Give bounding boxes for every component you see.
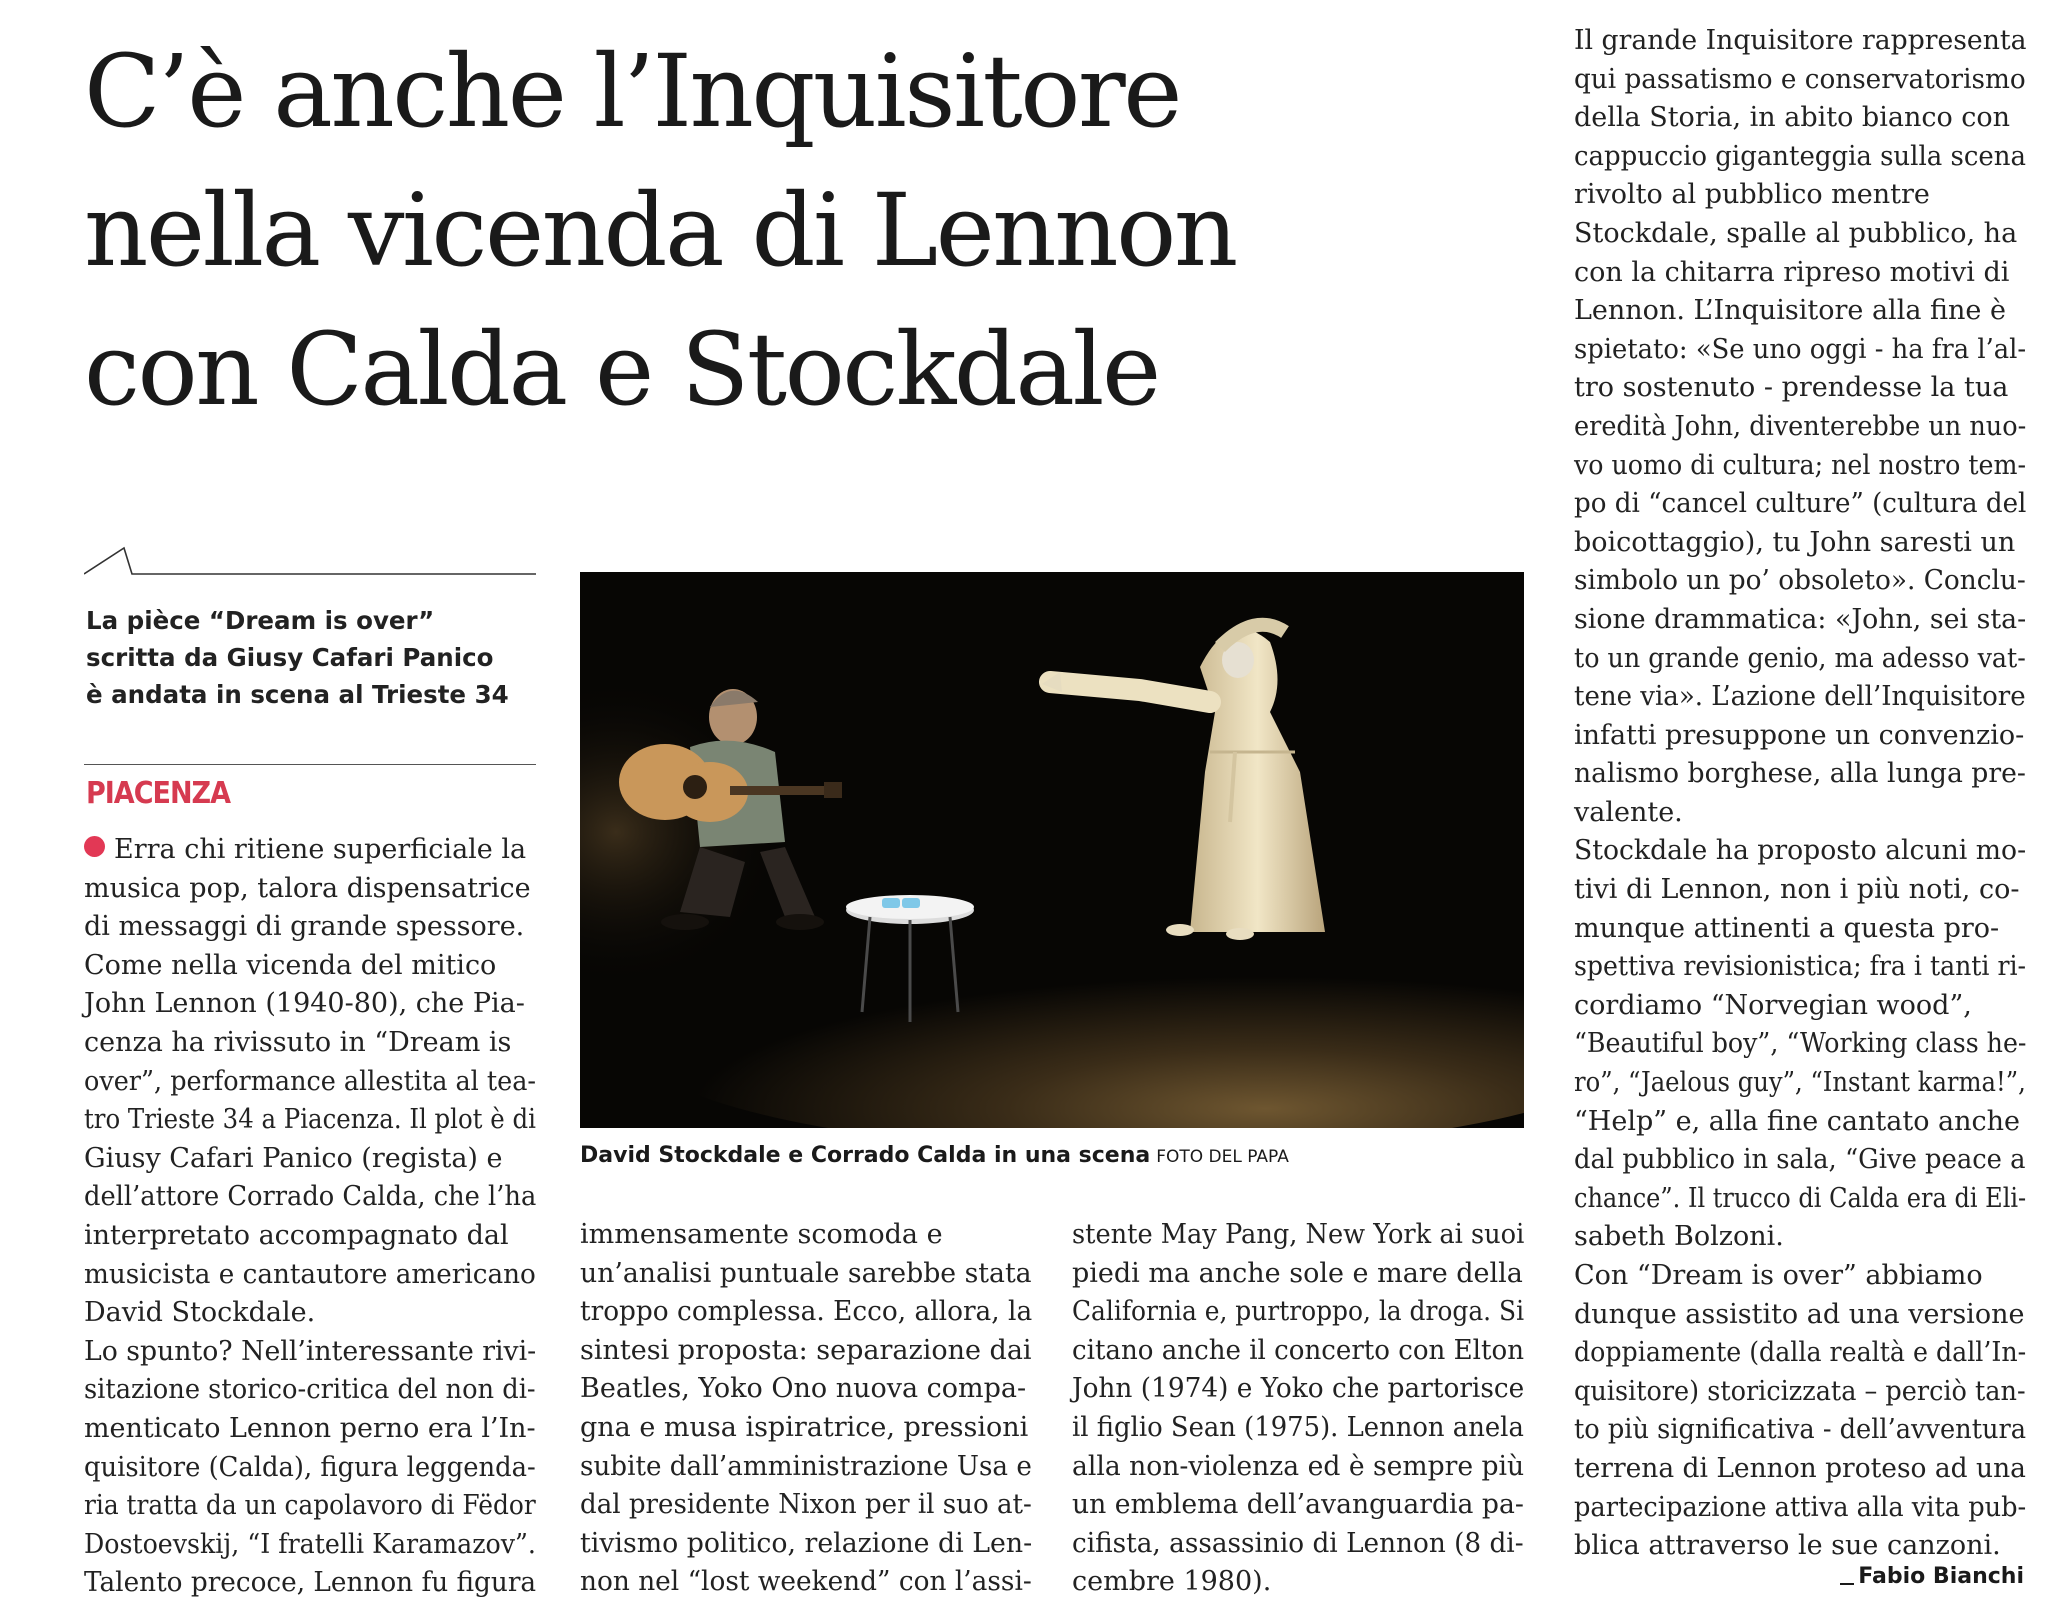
- text-line: Talento precoce, Lennon fu figura: [84, 1567, 537, 1599]
- text-line: cordiamo “Norvegian wood”,: [1574, 989, 1972, 1021]
- article-column-4: [1574, 22, 2026, 1566]
- text-line: po di “cancel culture” (cultura del: [1574, 488, 2027, 520]
- text-line: David Stockdale.: [84, 1297, 316, 1329]
- text-line: ro”, “Jaelous guy”, “Instant karma!”,: [1574, 1067, 2026, 1099]
- text-line: dal presidente Nixon per il suo at-: [580, 1489, 1032, 1521]
- text-line: stente May Pang, New York ai suoi: [1072, 1219, 1525, 1250]
- article-column-3: [1072, 1216, 1524, 1602]
- text-line: quisitore (Calda), figura leggenda-: [84, 1451, 536, 1483]
- text-line: un’analisi puntuale sarebbe stata: [580, 1257, 1032, 1289]
- text-line: della Storia, in abito bianco con: [1574, 102, 2011, 134]
- text-line: il figlio Sean (1975). Lennon anela: [1072, 1411, 1524, 1443]
- text-line: over”, performance allestita al tea-: [84, 1065, 537, 1097]
- article-column-1: [84, 831, 536, 1603]
- text-line: cembre 1980).: [1072, 1566, 1272, 1598]
- text-line: musica pop, talora dispensatrice: [84, 872, 531, 904]
- text-line: subite dall’amministrazione Usa e: [580, 1450, 1032, 1482]
- summary-line: è andata in scena al Trieste 34: [86, 680, 509, 709]
- section-divider: [84, 764, 536, 765]
- location-label: PIACENZA: [86, 776, 230, 811]
- text-line: ria tratta da un capolavoro di Fëdor: [84, 1490, 536, 1522]
- text-line: Giusy Cafari Panico (regista) e: [84, 1142, 503, 1174]
- text-line: sitazione storico-critica del non di-: [84, 1374, 536, 1406]
- text-line: tro Trieste 34 a Piacenza. Il plot è di: [84, 1104, 536, 1136]
- summary-line: La pièce “Dream is over”: [86, 606, 435, 635]
- text-line: California e, purtroppo, la droga. Si: [1072, 1296, 1525, 1328]
- text-line: cappuccio giganteggia sulla scena: [1574, 140, 2026, 172]
- text-line: piedi ma anche sole e mare della: [1072, 1257, 1523, 1289]
- text-line: citano anche il concerto con Elton: [1072, 1334, 1524, 1366]
- text-line: un emblema dell’avanguardia pa-: [1072, 1489, 1524, 1521]
- text-line: John (1974) e Yoko che partorisce: [1072, 1373, 1525, 1405]
- text-line: rivolto al pubblico mentre: [1574, 179, 1930, 211]
- text-line: “Help” e, alla fine cantato anche: [1574, 1105, 2021, 1137]
- text-line: troppo complessa. Ecco, allora, la: [580, 1296, 1033, 1328]
- text-line: to più significativa - dell’avventura: [1574, 1414, 2027, 1446]
- text-line: dell’attore Corrado Calda, che l’ha: [84, 1181, 537, 1213]
- byline-dash: [1840, 1583, 1854, 1585]
- text-line: dunque assistito ad una versione: [1574, 1298, 2025, 1330]
- text-line: cifista, assassinio di Lennon (8 di-: [1072, 1527, 1524, 1559]
- text-line: [84, 831, 536, 870]
- text-line: immensamente scomoda e: [580, 1219, 943, 1250]
- text-line: nalismo borghese, alla lunga pre-: [1574, 758, 2026, 790]
- summary: [86, 602, 546, 713]
- author-name: Fabio Bianchi: [1858, 1564, 2024, 1589]
- text-line: eredità John, diventerebbe un nuo-: [1574, 410, 2027, 442]
- text-line: to un grande genio, ma adesso vat-: [1574, 642, 2026, 674]
- headline-line: nella vicenda di Lennon: [84, 172, 1236, 289]
- text-line: Lo spunto? Nell’interessante rivi-: [84, 1335, 537, 1367]
- stage-photo: [580, 572, 1524, 1128]
- bullet-icon: [84, 836, 105, 857]
- text-line: Come nella vicenda del mitico: [84, 949, 497, 981]
- text-line: terrena di Lennon proteso ad una: [1574, 1452, 2026, 1484]
- text-line: interpretato accompagnato dal: [84, 1219, 509, 1251]
- headline: [84, 22, 1524, 439]
- text-line: non nel “lost weekend” con l’assi-: [580, 1566, 1032, 1598]
- text-line: blica attraverso le sue canzoni.: [1574, 1530, 2001, 1562]
- text-line: cenza ha rivissuto in “Dream is: [84, 1026, 512, 1058]
- text-line-content: Erra chi ritiene superficiale la: [114, 834, 527, 865]
- text-line: tivismo politico, relazione di Len-: [580, 1527, 1033, 1559]
- text-line: John Lennon (1940-80), che Pia-: [84, 988, 525, 1020]
- summary-line: scritta da Giusy Cafari Panico: [86, 643, 494, 672]
- text-line: simbolo un po’ obsoleto». Conclu-: [1574, 565, 2026, 597]
- text-line: Lennon. L’Inquisitore alla fine è: [1574, 295, 2006, 327]
- text-line: tivi di Lennon, non i più noti, co-: [1574, 874, 2020, 906]
- text-line: sabeth Bolzoni.: [1574, 1221, 1784, 1253]
- text-line: Dostoevskij, “I fratelli Karamazov”.: [84, 1528, 536, 1560]
- text-line: “Beautiful boy”, “Working class he-: [1574, 1028, 2027, 1060]
- text-line: spettiva revisionistica; fra i tanti ri-: [1574, 951, 2027, 983]
- text-line: boicottaggio), tu John saresti un: [1574, 526, 2016, 558]
- headline-line: con Calda e Stockdale: [84, 311, 1159, 428]
- text-line: Con “Dream is over” abbiamo: [1574, 1260, 1983, 1291]
- text-line: spietato: «Se uno oggi - ha fra l’al-: [1574, 333, 2027, 365]
- text-line: Stockdale ha proposto alcuni mo-: [1574, 835, 2027, 867]
- text-line: qui passatismo e conservatorismo: [1574, 63, 2026, 95]
- text-line: dal pubblico in sala, “Give peace a: [1574, 1144, 2026, 1176]
- text-line: infatti presuppone un convenzio-: [1574, 719, 2025, 751]
- text-line: alla non-violenza ed è sempre più: [1072, 1450, 1525, 1482]
- text-line: chance”. Il trucco di Calda era di Eli-: [1574, 1182, 2027, 1214]
- text-line: vo uomo di cultura; nel nostro tem-: [1574, 449, 2026, 481]
- photo-credit: FOTO DEL PAPA: [1156, 1147, 1289, 1167]
- text-line: gna e musa ispiratrice, pressioni: [580, 1411, 1029, 1443]
- text-line: doppiamente (dalla realtà e dall’In-: [1574, 1337, 2027, 1369]
- text-line: valente.: [1574, 796, 1683, 828]
- text-line: menticato Lennon perno era l’In-: [84, 1412, 536, 1444]
- caption-text: David Stockdale e Corrado Calda in una scena: [580, 1143, 1151, 1168]
- text-line: tro sostenuto - prendesse la tua: [1574, 372, 2009, 404]
- text-line: di messaggi di grande spessore.: [84, 911, 525, 943]
- text-line: sintesi proposta: separazione dai: [580, 1334, 1032, 1366]
- article-column-2: [580, 1216, 1032, 1602]
- text-line: Beatles, Yoko Ono nuova compa-: [580, 1373, 1027, 1405]
- text-line: musicista e cantautore americano: [84, 1258, 536, 1290]
- text-line: tene via». L’azione dell’Inquisitore: [1574, 681, 2026, 713]
- headline-line: C’è anche l’Inquisitore: [84, 33, 1180, 150]
- text-line: Stockdale, spalle al pubblico, ha: [1574, 217, 2018, 249]
- photo-illustration: [580, 572, 1524, 1128]
- text-line: quisitore) storicizzata – perciò tan-: [1574, 1375, 2026, 1407]
- text-line: Il grande Inquisitore rappresenta: [1574, 25, 2027, 56]
- byline: [1840, 1564, 2024, 1589]
- text-line: sione drammatica: «John, sei sta-: [1574, 603, 2027, 635]
- photo-caption: [580, 1143, 1289, 1168]
- text-line: con la chitarra ripreso motivi di: [1574, 256, 2010, 288]
- text-line: partecipazione attiva alla vita pub-: [1574, 1491, 2027, 1523]
- decorative-rule: [84, 536, 536, 576]
- text-line: munque attinenti a questa pro-: [1574, 912, 2000, 944]
